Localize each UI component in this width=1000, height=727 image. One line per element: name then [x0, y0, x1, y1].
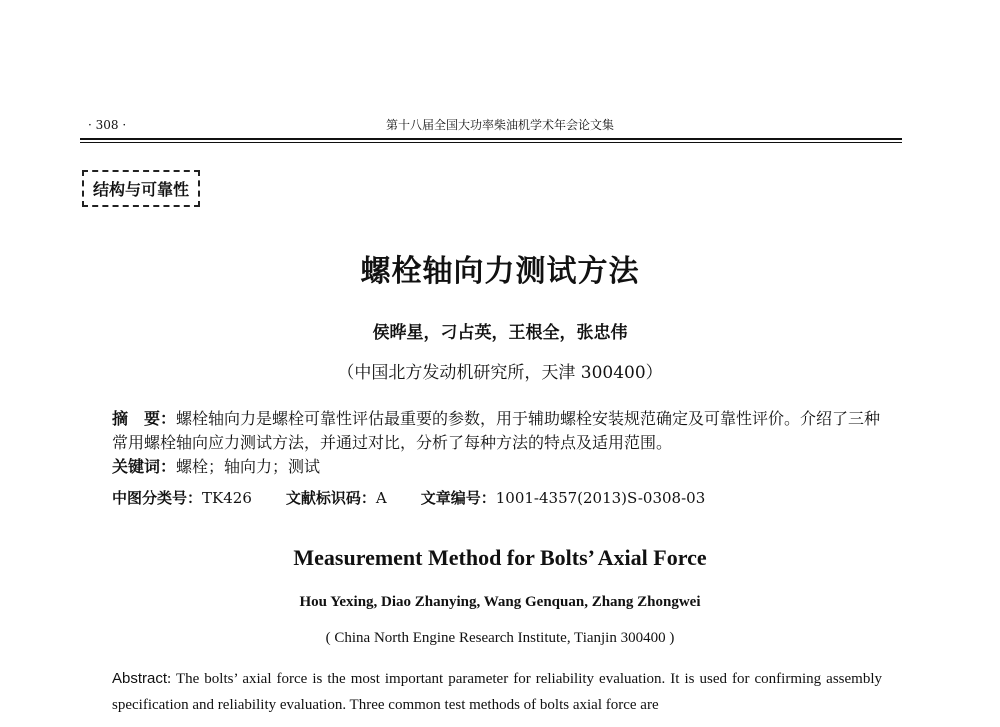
running-title: 第十八届全国大功率柴油机学术年会论文集 [385, 118, 614, 132]
clc-value: TK426 [202, 489, 252, 507]
affiliation-cn: （中国北方发动机研究所，天津 300400） [337, 363, 663, 383]
article-no-value: 1001-4357(2013)S-0308-03 [495, 489, 706, 507]
header-rule-thin [80, 142, 902, 143]
article-no-label: 文章编号： [420, 489, 496, 507]
doc-code-value: A [375, 489, 387, 507]
keywords-cn-text: 螺栓；轴向力；测试 [176, 457, 321, 476]
section-label: 结构与可靠性 [82, 170, 200, 207]
abstract-en-text: : The bolts’ axial force is the most important parameter for reliability evaluation. It is used for confirming assembly specification and reliability evaluation. Three common test methods of bolts axial force are [112, 671, 882, 713]
abstract-cn-label: 摘 要： [112, 409, 177, 428]
abstract-en-label: Abstract [112, 670, 168, 687]
clc-label: 中图分类号： [112, 489, 203, 507]
affiliation-en: ( China North Engine Research Institute, Tianjin 300400 ) [325, 630, 675, 646]
authors-en: Hou Yexing, Diao Zhanying, Wang Genquan, Zhang Zhongwei [299, 594, 701, 610]
abstract-cn-text: 螺栓轴向力是螺栓可靠性评估最重要的参数，用于辅助螺栓安装规范确定及可靠性评价。介绍了三种常用螺栓轴向应力测试方法，并通过对比，分析了每种方法的特点及适用范围。 [112, 409, 881, 452]
keywords-cn [112, 455, 882, 479]
abstract-en [112, 666, 882, 718]
doc-code-label: 文献标识码： [285, 489, 376, 507]
page-number: · 308 · [88, 118, 127, 132]
header-rule [80, 138, 902, 140]
title-cn: 螺栓轴向力测试方法 [360, 254, 640, 289]
title-en: Measurement Method for Bolts’ Axial Force [293, 545, 707, 570]
authors-cn: 侯晔星，刁占英，王根全，张忠伟 [372, 323, 628, 343]
abstract-cn-block [112, 407, 882, 479]
keywords-cn-label: 关键词： [112, 457, 177, 476]
classification-line [112, 487, 705, 508]
abstract-cn [112, 407, 882, 455]
